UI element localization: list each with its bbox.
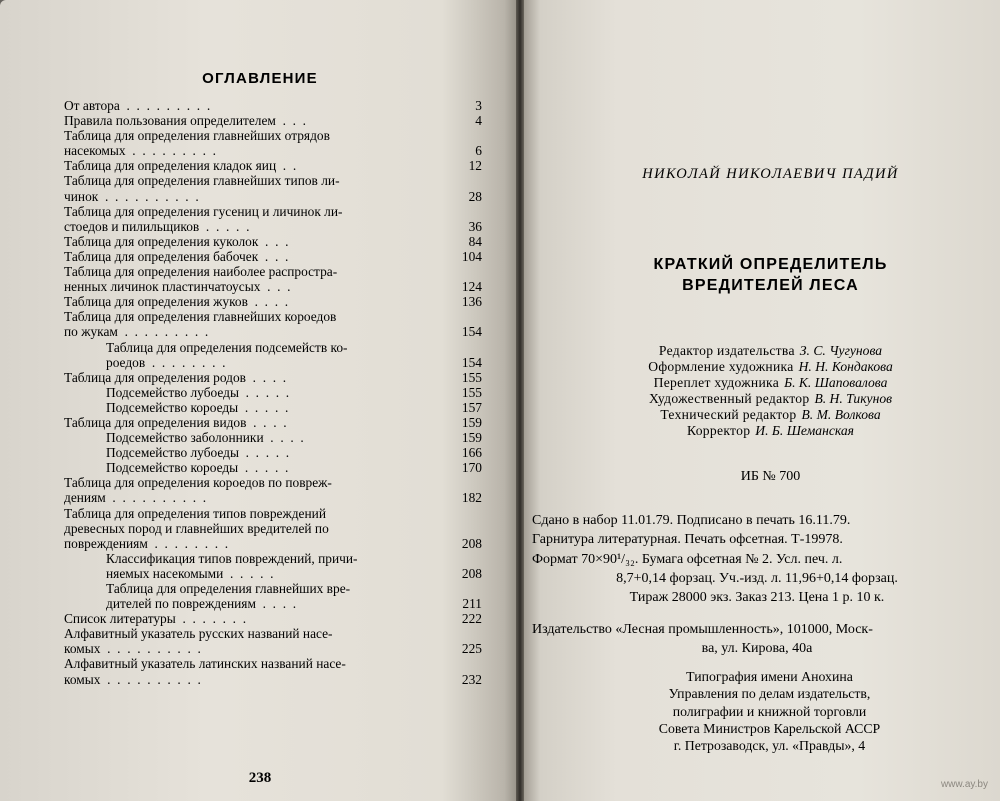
toc-entry-text: чинок . . . . . . . . . . bbox=[64, 188, 199, 204]
toc-entry bbox=[64, 415, 484, 430]
toc-entry-text: Таблица для определения короедов по повреж- bbox=[64, 475, 332, 491]
toc-entry-text: ненных личинок пластинчатоусых . . . bbox=[64, 279, 291, 295]
publisher-line: Издательство «Лесная промышленность», 101000, Моск- bbox=[532, 622, 873, 637]
toc-entry-text: Таблица для определения куколок . . . bbox=[64, 233, 289, 249]
toc-entry-page: 155 bbox=[461, 369, 482, 385]
imprint-line: Тираж 28000 экз. Заказ 213. Цена 1 р. 10 к. bbox=[629, 590, 885, 606]
toc-entry-page: 84 bbox=[468, 233, 482, 249]
toc-entry bbox=[64, 445, 484, 460]
credit-name: И. Б. Шеманская bbox=[755, 423, 854, 438]
toc-entry-text: Алфавитный указатель латинских названий насе- bbox=[64, 656, 346, 672]
printer-line: Управления по делам издательств, bbox=[668, 686, 871, 702]
toc-entry-text: Подсемейство лубоеды . . . . . bbox=[106, 384, 290, 400]
toc-entry-text: дителей по повреждениям . . . . bbox=[106, 596, 297, 612]
toc-entry bbox=[64, 672, 484, 687]
toc-entry-text: няемых насекомыми . . . . . bbox=[106, 565, 274, 581]
book-title bbox=[521, 254, 1000, 296]
toc-entry bbox=[64, 536, 484, 551]
toc-entry bbox=[64, 430, 484, 445]
toc-entry bbox=[64, 143, 484, 158]
toc-entry-page: 182 bbox=[461, 490, 482, 506]
toc-entry bbox=[64, 460, 484, 475]
toc-entry-page: 159 bbox=[461, 414, 482, 430]
toc-title: ОГЛАВЛЕНИЕ bbox=[202, 70, 318, 87]
toc-entry-text: Таблица для определения главнейших отрядов bbox=[64, 128, 330, 144]
toc-entry bbox=[64, 204, 484, 219]
toc-entry-page: 159 bbox=[461, 430, 482, 446]
toc-entry bbox=[64, 566, 484, 581]
toc-entry-page: 124 bbox=[461, 279, 482, 295]
credit-role: Технический редактор bbox=[660, 407, 797, 422]
toc-entry-page: 154 bbox=[461, 324, 482, 340]
toc-entry-text: Таблица для определения родов . . . . bbox=[64, 369, 287, 385]
toc-entry-text: Таблица для определения наиболее распростра- bbox=[64, 264, 338, 280]
toc-entry bbox=[64, 158, 484, 173]
toc-entry bbox=[64, 641, 484, 656]
watermark: www.ay.by bbox=[940, 779, 988, 790]
toc-entry-text: Таблица для определения гусениц и личинок ли- bbox=[64, 203, 343, 219]
printer-line: Совета Министров Карельской АССР bbox=[658, 720, 881, 736]
toc-entry bbox=[64, 400, 484, 415]
toc-entry-page: 136 bbox=[461, 294, 482, 310]
printer-line: Типография имени Анохина bbox=[686, 669, 853, 684]
toc-entry-text: Алфавитный указатель русских названий насе- bbox=[64, 626, 333, 642]
credits-block bbox=[521, 343, 1000, 439]
toc-entry-text: древесных пород и главнейших вредителей по bbox=[64, 520, 329, 536]
toc-entry-page: 4 bbox=[475, 113, 482, 129]
credit-row bbox=[541, 343, 1000, 359]
toc-entry bbox=[64, 113, 484, 128]
credit-role: Корректор bbox=[687, 423, 751, 438]
toc-entry bbox=[64, 264, 484, 279]
credit-row bbox=[541, 391, 1000, 407]
page-number: 238 bbox=[248, 770, 272, 786]
toc-entry-page: 154 bbox=[461, 354, 482, 370]
credit-row bbox=[541, 375, 1000, 391]
toc-entry-page: 36 bbox=[468, 218, 482, 234]
toc-entry-page: 104 bbox=[461, 248, 482, 264]
toc-entry-text: Подсемейство короеды . . . . . bbox=[106, 460, 289, 476]
toc-entry-page: 3 bbox=[475, 98, 482, 113]
credit-role: Художественный редактор bbox=[648, 391, 810, 406]
credit-role: Переплет художника bbox=[653, 375, 780, 390]
toc-entry bbox=[64, 611, 484, 626]
toc-entry bbox=[64, 128, 484, 143]
imprint-line: Формат 70×90¹/₃₂. Бумага офсетная № 2. Усл. печ. л. bbox=[532, 551, 843, 567]
credit-name: Б. К. Шаповалова bbox=[784, 375, 888, 390]
toc-entry-text: комых . . . . . . . . . . bbox=[64, 671, 201, 687]
toc-entry bbox=[64, 596, 484, 611]
toc-entry-text: Таблица для определения кладок яиц . . bbox=[64, 158, 297, 174]
toc-entry-page: 157 bbox=[461, 399, 482, 415]
toc-entry-text: Список литературы . . . . . . . bbox=[64, 611, 247, 627]
toc-entry-page: 232 bbox=[461, 671, 482, 687]
toc-entry bbox=[64, 294, 484, 309]
toc-entry bbox=[64, 656, 484, 671]
toc-entry bbox=[64, 521, 484, 536]
printer-line: г. Петрозаводск, ул. «Правды», 4 bbox=[673, 738, 866, 754]
credit-name: В. Н. Тикунов bbox=[814, 391, 893, 406]
toc-entry-text: Таблица для определения главнейших короедов bbox=[64, 309, 337, 325]
book-title-line-1: КРАТКИЙ ОПРЕДЕЛИТЕЛЬ bbox=[653, 256, 888, 273]
toc-entry bbox=[64, 581, 484, 596]
toc-entry bbox=[64, 249, 484, 264]
toc-entry bbox=[64, 355, 484, 370]
credit-name: З. С. Чугунова bbox=[799, 343, 883, 358]
toc-entry bbox=[64, 340, 484, 355]
author-name: НИКОЛАЙ НИКОЛАЕВИЧ ПАДИЙ bbox=[642, 166, 899, 182]
toc-entry bbox=[64, 370, 484, 385]
toc-entry-text: дениям . . . . . . . . . . bbox=[64, 490, 207, 506]
toc-entry bbox=[64, 626, 484, 641]
printer-line: полиграфии и книжной торговли bbox=[672, 703, 867, 719]
toc-entry-text: повреждениям . . . . . . . . bbox=[64, 535, 229, 551]
toc-entry-page: 225 bbox=[461, 641, 482, 657]
toc-entry bbox=[64, 189, 484, 204]
toc-entry bbox=[64, 385, 484, 400]
toc-entry bbox=[64, 490, 484, 505]
imprint-line: 8,7+0,14 форзац. Уч.-изд. л. 11,96+0,14 форзац. bbox=[616, 570, 898, 586]
toc-entry-page: 12 bbox=[468, 158, 482, 174]
toc-entry bbox=[64, 219, 484, 234]
credit-role: Оформление художника bbox=[648, 359, 794, 374]
credit-name: В. М. Волкова bbox=[801, 407, 881, 422]
toc-entry-page: 211 bbox=[462, 596, 482, 612]
credit-row bbox=[541, 423, 1000, 439]
credit-row bbox=[541, 359, 1000, 375]
book-title-line-2: ВРЕДИТЕЛЕЙ ЛЕСА bbox=[682, 277, 859, 294]
toc-entry bbox=[64, 551, 484, 566]
toc-entry-page: 208 bbox=[461, 535, 482, 551]
toc-entry-text: Подсемейство лубоеды . . . . . bbox=[106, 445, 290, 461]
toc-entry bbox=[64, 173, 484, 188]
toc-entry-page: 222 bbox=[461, 611, 482, 627]
ib-number: ИБ № 700 bbox=[740, 469, 801, 484]
toc-entry bbox=[64, 234, 484, 249]
toc-entry-page: 170 bbox=[461, 460, 482, 476]
toc-entry-text: комых . . . . . . . . . . bbox=[64, 641, 201, 657]
toc-entry-page: 166 bbox=[461, 445, 482, 461]
toc-entry-text: Правила пользования определителем . . . bbox=[64, 113, 307, 129]
printer-block bbox=[521, 668, 1000, 754]
toc-entry-text: Классификация типов повреждений, причи- bbox=[106, 550, 358, 566]
toc-entry-text: Таблица для определения главнейших вре- bbox=[106, 581, 351, 596]
toc-entry-text: Таблица для определения жуков . . . . bbox=[64, 294, 289, 310]
credit-role: Редактор издательства bbox=[658, 343, 795, 358]
credit-name: Н. Н. Кондакова bbox=[798, 359, 893, 374]
publisher-line: ва, ул. Кирова, 40а bbox=[701, 641, 813, 657]
imprint-line: Гарнитура литературная. Печать офсетная. Т-19978. bbox=[532, 532, 843, 548]
toc-entry-text: Таблица для определения подсемейств ко- bbox=[106, 339, 348, 355]
toc-entry-page: 155 bbox=[461, 384, 482, 400]
toc-entry-text: насекомых . . . . . . . . . bbox=[64, 143, 216, 159]
toc-entry-page: 208 bbox=[461, 565, 482, 581]
toc-entry-text: Таблица для определения видов . . . . bbox=[64, 414, 287, 430]
toc-entry bbox=[64, 324, 484, 339]
imprint-line: Сдано в набор 11.01.79. Подписано в печать 16.11.79. bbox=[532, 513, 851, 528]
toc-entry-text: стоедов и пилильщиков . . . . . bbox=[64, 218, 250, 234]
toc-entry-text: Таблица для определения бабочек . . . bbox=[64, 248, 289, 264]
toc-entry-text: Подсемейство заболонники . . . . bbox=[106, 430, 304, 446]
toc-entry bbox=[64, 279, 484, 294]
toc-entry-text: Подсемейство короеды . . . . . bbox=[106, 399, 289, 415]
toc-entry bbox=[64, 98, 484, 113]
credit-row bbox=[541, 407, 1000, 423]
toc-entry bbox=[64, 309, 484, 324]
toc-entry-text: От автора . . . . . . . . . bbox=[64, 98, 211, 113]
imprint-block bbox=[532, 511, 982, 607]
table-of-contents bbox=[64, 98, 484, 687]
toc-entry bbox=[64, 506, 484, 521]
toc-entry-page: 28 bbox=[468, 188, 482, 204]
toc-entry-text: роедов . . . . . . . . bbox=[106, 354, 226, 370]
toc-entry-text: Таблица для определения главнейших типов ли- bbox=[64, 173, 340, 189]
toc-entry-text: Таблица для определения типов повреждений bbox=[64, 505, 326, 521]
toc-entry-text: по жукам . . . . . . . . . bbox=[64, 324, 209, 340]
publisher-block bbox=[532, 620, 982, 659]
toc-entry-page: 6 bbox=[475, 143, 482, 159]
toc-entry bbox=[64, 475, 484, 490]
